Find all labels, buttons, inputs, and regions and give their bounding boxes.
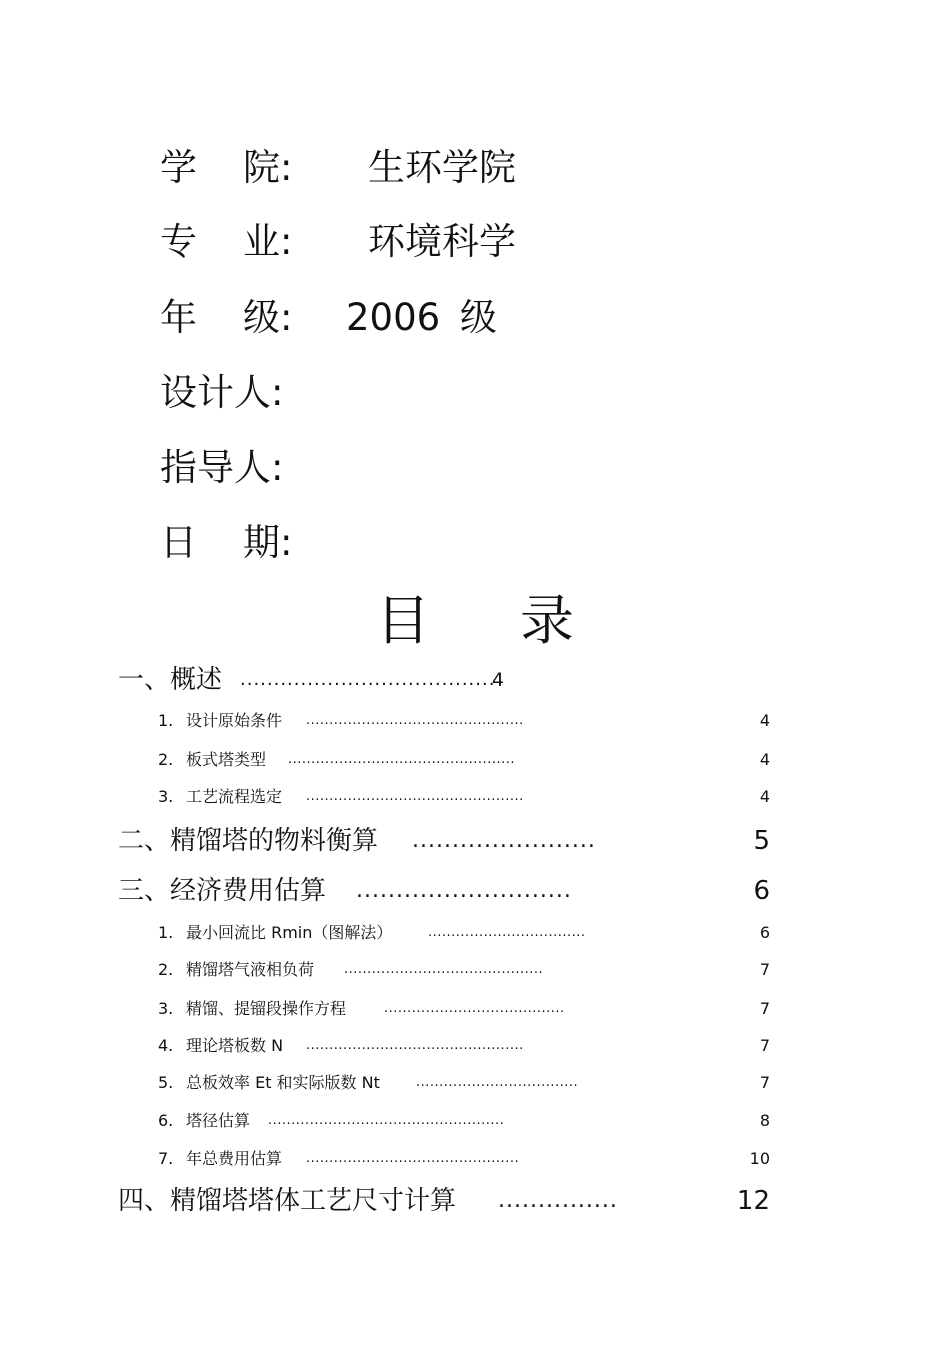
toc-item-number: 6. [158, 1111, 174, 1130]
toc-leader-dots: ............................................... [306, 1038, 524, 1053]
toc-item-number: 7. [158, 1149, 174, 1168]
toc-page-number: 7 [759, 1073, 770, 1092]
toc-item-title: 精馏、提镏段操作方程 [186, 999, 347, 1018]
toc-item-1-1[interactable] [158, 708, 770, 734]
grade-value: 2006 [346, 296, 441, 339]
toc-item-number: 1. [158, 711, 174, 730]
date-label: 日期: [160, 521, 293, 564]
toc-item-title: 总板效率 Et 和实际版数 Nt [186, 1073, 380, 1092]
toc-leader-dots: ....................... [412, 828, 596, 853]
toc-item-title: 精馏塔气液相负荷 [186, 960, 315, 979]
toc-leader-dots: ............................................... [306, 789, 524, 804]
advisor-label: 指导人: [160, 446, 284, 489]
toc-leader-dots: ........................................... [344, 962, 544, 977]
toc-page-number: 5 [753, 826, 770, 856]
toc-page-number: 10 [749, 1149, 770, 1168]
designer-label: 设计人: [160, 371, 284, 414]
toc-item-3-2[interactable] [158, 957, 770, 983]
toc-leader-dots: ....................................... [384, 1001, 565, 1016]
toc-item-title: 年总费用估算 [186, 1149, 283, 1168]
toc-item-title: 最小回流比 Rmin（图解法） [186, 923, 393, 942]
grade-label: 年级: [160, 296, 293, 339]
toc-item-1-3[interactable] [158, 784, 770, 810]
toc-page-number: 7 [759, 1036, 770, 1055]
toc-item-number: 1. [158, 923, 174, 942]
toc-section-1[interactable] [118, 660, 770, 700]
toc-section-2[interactable] [118, 821, 770, 861]
toc-leader-dots: ............................................... [306, 713, 524, 728]
toc-leader-dots: .............................................. [306, 1151, 520, 1166]
toc-item-3-6[interactable] [158, 1108, 770, 1134]
major-label: 专业: [160, 220, 293, 263]
toc-item-title: 工艺流程选定 [186, 787, 283, 806]
toc-section-3[interactable] [118, 871, 770, 911]
toc-item-number: 3. [158, 999, 174, 1018]
major-value: 环境科学 [368, 220, 516, 263]
toc-page-number: 4 [759, 750, 770, 769]
toc-page-number: 6 [753, 876, 770, 906]
toc-item-3-3[interactable] [158, 996, 770, 1022]
toc-page-number: 4 [759, 711, 770, 730]
toc-item-title: 塔径估算 [186, 1111, 251, 1130]
toc-page-number: 12 [736, 1186, 770, 1216]
toc-page-number: 4 [491, 669, 504, 691]
college-value: 生环学院 [368, 146, 516, 189]
toc-item-number: 3. [158, 787, 174, 806]
toc-page-number: 8 [759, 1111, 770, 1130]
toc-leader-dots: ................................................... [268, 1113, 505, 1128]
toc-section-title: 四、精馏塔塔体工艺尺寸计算 [118, 1186, 457, 1216]
toc-item-number: 4. [158, 1036, 174, 1055]
toc-title: 目录 [376, 589, 664, 652]
toc-section-title: 二、精馏塔的物料衡算 [118, 826, 379, 856]
toc-section-title: 三、经济费用估算 [118, 876, 327, 906]
toc-item-title: 设计原始条件 [186, 711, 283, 730]
toc-page-number: 4 [759, 787, 770, 806]
toc-item-3-4[interactable] [158, 1033, 770, 1059]
toc-section-title: 一、概述 [118, 665, 223, 695]
toc-leader-dots: ............... [498, 1188, 618, 1213]
toc-item-title: 板式塔类型 [186, 750, 267, 769]
toc-page-number: 6 [759, 923, 770, 942]
toc-leader-dots: ...................................... [240, 669, 496, 690]
toc-page-number: 7 [759, 999, 770, 1018]
toc-leader-dots: ................................................. [288, 752, 515, 767]
toc-item-3-7[interactable] [158, 1146, 770, 1172]
toc-section-4[interactable] [118, 1181, 770, 1221]
toc-item-3-1[interactable] [158, 920, 770, 946]
toc-page-number: 7 [759, 960, 770, 979]
toc-item-number: 2. [158, 750, 174, 769]
toc-item-number: 5. [158, 1073, 174, 1092]
college-label: 学院: [160, 146, 293, 189]
toc-item-1-2[interactable] [158, 747, 770, 773]
toc-leader-dots: ........................... [356, 878, 572, 903]
toc-leader-dots: ................................... [416, 1075, 579, 1090]
toc-leader-dots: .................................. [428, 925, 586, 940]
grade-suffix: 级 [460, 296, 497, 339]
toc-item-3-5[interactable] [158, 1070, 770, 1096]
toc-item-number: 2. [158, 960, 174, 979]
toc-item-title: 理论塔板数 N [186, 1036, 284, 1055]
